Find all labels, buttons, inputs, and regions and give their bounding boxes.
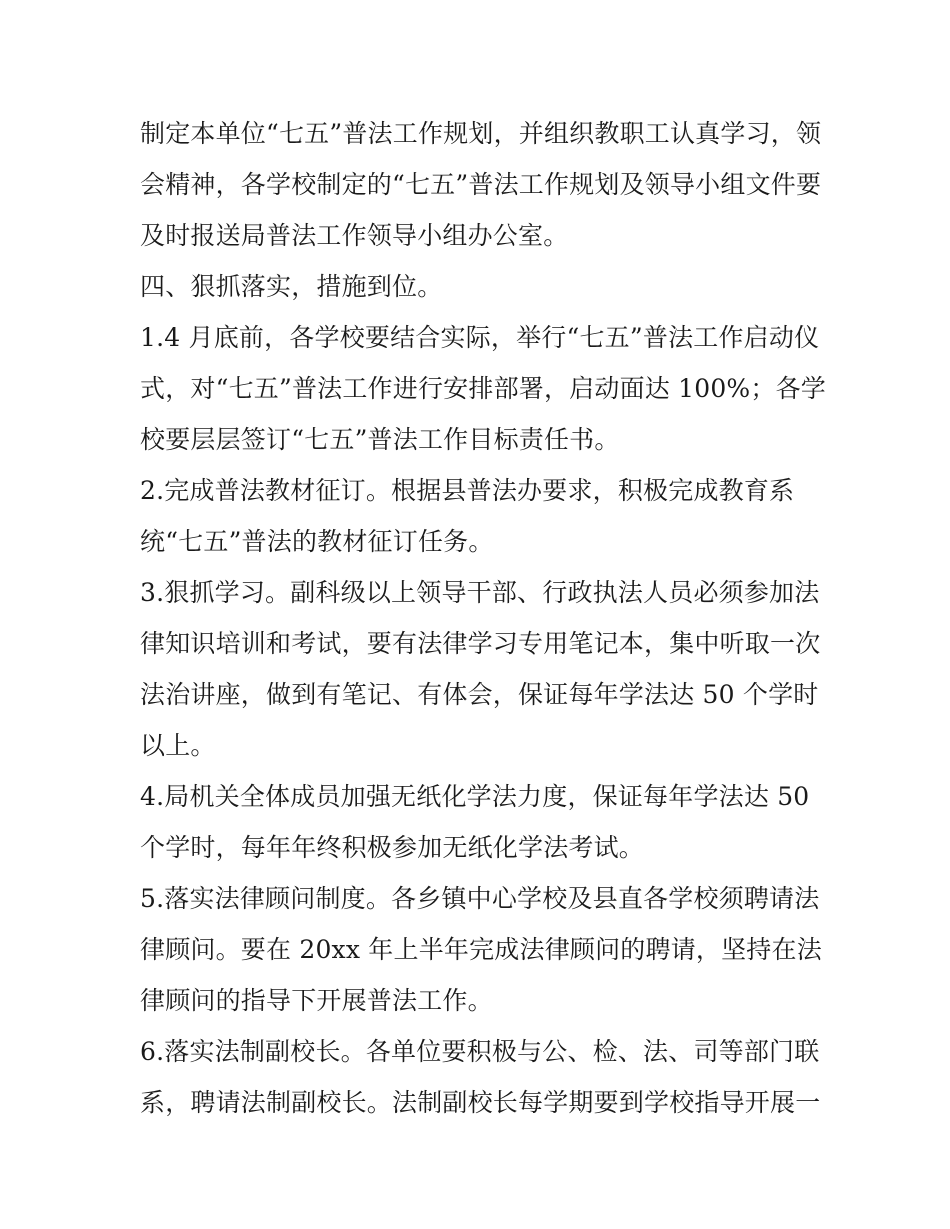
text-line: 制定本单位“七五”普法工作规划，并组织教职工认真学习，领 (140, 119, 822, 148)
text-line: 6.落实法制副校长。各单位要积极与公、检、法、司等部门联 (140, 1037, 820, 1066)
text-line: 律顾问的指导下开展普法工作。 (140, 986, 493, 1015)
text-line: 个学时，每年年终积极参加无纸化学法考试。 (140, 833, 645, 862)
text-line: 校要层层签订“七五”普法工作目标责任书。 (140, 425, 620, 454)
section-heading: 四、狠抓落实，措施到位。 (140, 272, 443, 301)
text-line: 统“七五”普法的教材征订任务。 (140, 527, 494, 556)
document-body (140, 108, 826, 1128)
text-line: 4.局机关全体成员加强无纸化学法力度，保证每年学法达 50 (140, 782, 810, 811)
text-line: 2.完成普法教材征订。根据县普法办要求，积极完成教育系 (140, 476, 795, 505)
text-line: 会精神，各学校制定的“七五”普法工作规划及领导小组文件要 (140, 170, 822, 199)
text-line: 以上。 (140, 731, 216, 760)
text-line: 系，聘请法制副校长。法制副校长每学期要到学校指导开展一 (140, 1088, 821, 1117)
text-line: 3.狠抓学习。副科级以上领导干部、行政执法人员必须参加法 (140, 578, 820, 607)
text-line: 式，对“七五”普法工作进行安排部署，启动面达 100%；各学 (140, 374, 826, 403)
text-line: 律知识培训和考试，要有法律学习专用笔记本，集中听取一次 (140, 629, 821, 658)
text-line: 1.4 月底前，各学校要结合实际，举行“七五”普法工作启动仪 (140, 323, 820, 352)
text-line: 律顾问。要在 20xx 年上半年完成法律顾问的聘请，坚持在法 (140, 935, 822, 964)
text-line: 法治讲座，做到有笔记、有体会，保证每年学法达 50 个学时 (140, 680, 819, 709)
text-line: 及时报送局普法工作领导小组办公室。 (140, 221, 569, 250)
text-line: 5.落实法律顾问制度。各乡镇中心学校及县直各学校须聘请法 (140, 884, 820, 913)
